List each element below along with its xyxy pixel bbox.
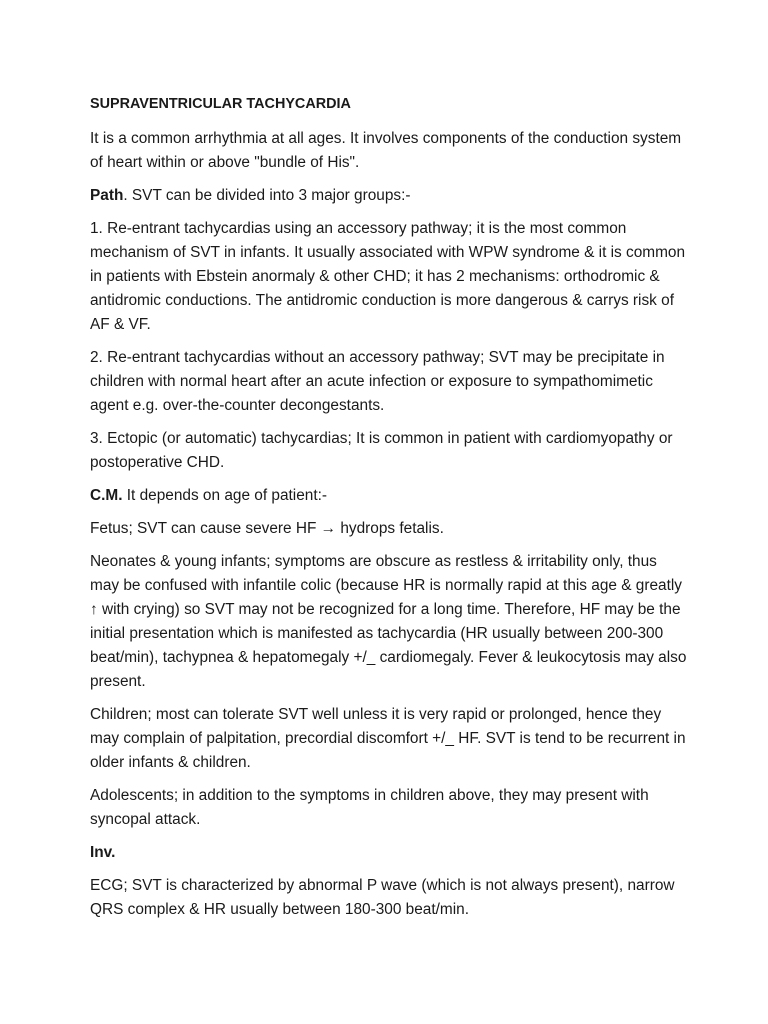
group-item-1: 1. Re-entrant tachycardias using an accessory pathway; it is the most common mechanism of SVT in infants. It usually associated with WPW syndrome & it is common in patients with Ebstein anormaly & other CHD; it has 2 mechanisms: orthodromic & antidromic conductions. The antidromic conduction is more dangerous & carrys risk of AF & VF. [90, 220, 686, 333]
group-item-2: 2. Re-entrant tachycardias without an accessory pathway; SVT may be precipitate in children with normal heart after an acute infection or exposure to sympathomimetic agent e.g. over-the-counter decongestants. [90, 349, 665, 414]
path-text: . SVT can be divided into 3 major groups:- [123, 187, 411, 204]
document-page [90, 92, 690, 931]
intro-paragraph: It is a common arrhythmia at all ages. It involves components of the conduction system of heart within or above "bundle of His". [90, 130, 682, 171]
inv-heading: Inv. [90, 844, 116, 861]
group-item-3: 3. Ectopic (or automatic) tachycardias; It is common in patient with cardiomyopathy or postoperative CHD. [90, 430, 673, 471]
path-paragraph [90, 184, 690, 208]
path-label: Path [90, 187, 124, 204]
cm-label: C.M. [90, 487, 123, 504]
document-title: SUPRAVENTRICULAR TACHYCARDIA [90, 96, 351, 112]
age-group-children: Children; most can tolerate SVT well unless it is very rapid or prolonged, hence they may complain of palpitation, precordial discomfort +/_ HF. SVT is tend to be recurrent in older infants & children. [90, 706, 686, 771]
cm-paragraph [90, 484, 690, 508]
age-group-adolescents: Adolescents; in addition to the symptoms in children above, they may present with syncopal attack. [90, 787, 649, 828]
age-group-neonates: Neonates & young infants; symptoms are obscure as restless & irritability only, thus may be confused with infantile colic (because HR is normally rapid at this age & greatly ↑ with crying) so SVT may not be recognized for a long time. Therefore, HF may be the initial presentation which is manifested as tachycardia (HR usually between 200-300 beat/min), tachypnea & hepatomegaly +/_ cardiomegaly. Fever & leukocytosis may also present. [90, 553, 687, 690]
cm-text: It depends on age of patient:- [122, 487, 328, 504]
age-group-fetus: Fetus; SVT can cause severe HF → hydrops fetalis. [90, 520, 444, 537]
ecg-paragraph: ECG; SVT is characterized by abnormal P wave (which is not always present), narrow QRS complex & HR usually between 180-300 beat/min. [90, 877, 675, 918]
